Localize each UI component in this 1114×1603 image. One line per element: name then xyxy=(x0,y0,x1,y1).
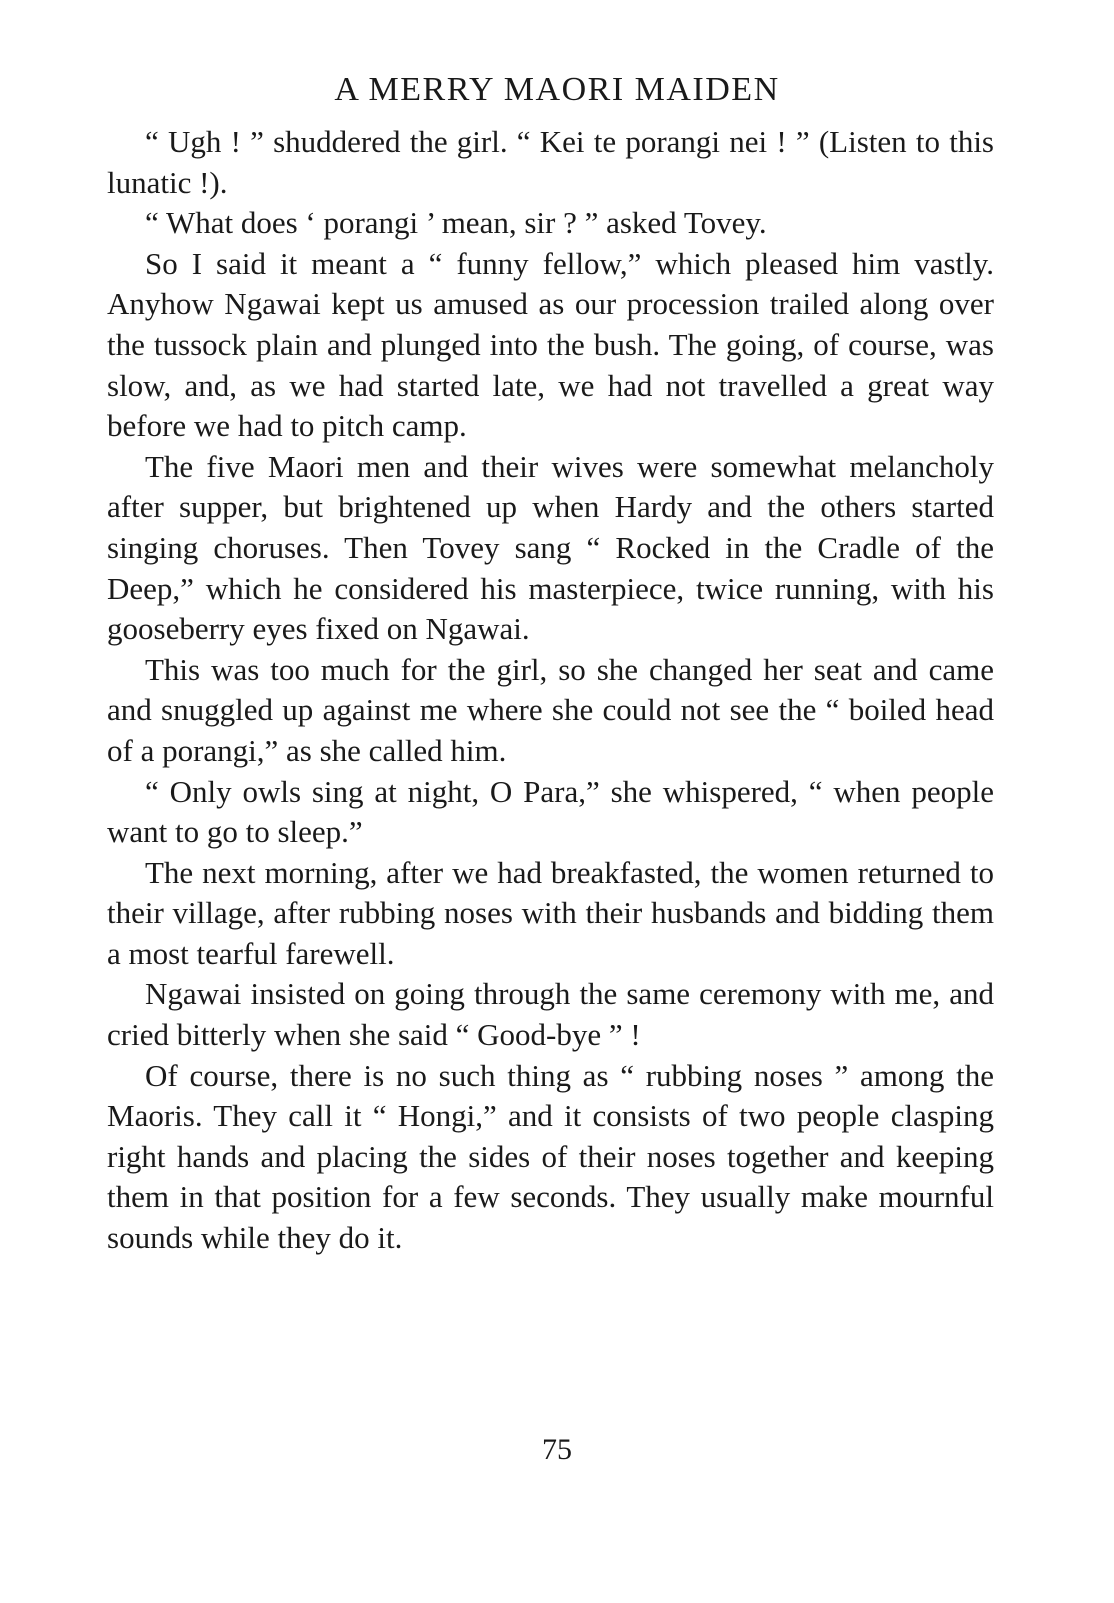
body-text xyxy=(107,122,994,1259)
paragraph: The next morning, after we had breakfasted, the women returned to their village, after rubbing noses with their husbands and bidding them a most tearful farewell. xyxy=(107,854,994,971)
paragraph: Ngawai insisted on going through the same ceremony with me, and cried bitterly when she said “ Good-bye ” ! xyxy=(107,976,994,1053)
running-head: A MERRY MAORI MAIDEN xyxy=(334,71,780,108)
paragraph: “ What does ‘ porangi ’ mean, sir ? ” asked Tovey. xyxy=(145,205,767,241)
paragraph: This was too much for the girl, so she changed her seat and came and snuggled up against me where she could not see the “ boiled head of a porangi,” as she called him. xyxy=(107,651,994,768)
page-number: 75 xyxy=(542,1433,572,1466)
paragraph: “ Ugh ! ” shuddered the girl. “ Kei te porangi nei ! ” (Listen to this lunatic !). xyxy=(107,124,994,200)
paragraph: So I said it meant a “ funny fellow,” which pleased him vastly. Anyhow Ngawai kept us amused as our procession trailed along over the tussock plain and plunged into the bush. The going, of course, was slow, and, as we had started late, we had not travelled a great way before we had to pitch camp. xyxy=(107,245,994,444)
paragraph: The five Maori men and their wives were somewhat melancholy after supper, but brightened up when Hardy and the others started singing choruses. Then Tovey sang “ Rocked in the Cradle of the Deep,” which he considered his masterpiece, twice running, with his gooseberry eyes fixed on Ngawai. xyxy=(107,448,994,647)
paragraph: Of course, there is no such thing as “ rubbing noses ” among the Maoris. They call it “ Hongi,” and it consists of two people clasping right hands and placing the sides of their noses together and keeping them in that position for a few seconds. They usually make mournful sounds while they do it. xyxy=(107,1057,994,1256)
paragraph: “ Only owls sing at night, O Para,” she whispered, “ when people want to go to sleep.” xyxy=(107,773,994,850)
